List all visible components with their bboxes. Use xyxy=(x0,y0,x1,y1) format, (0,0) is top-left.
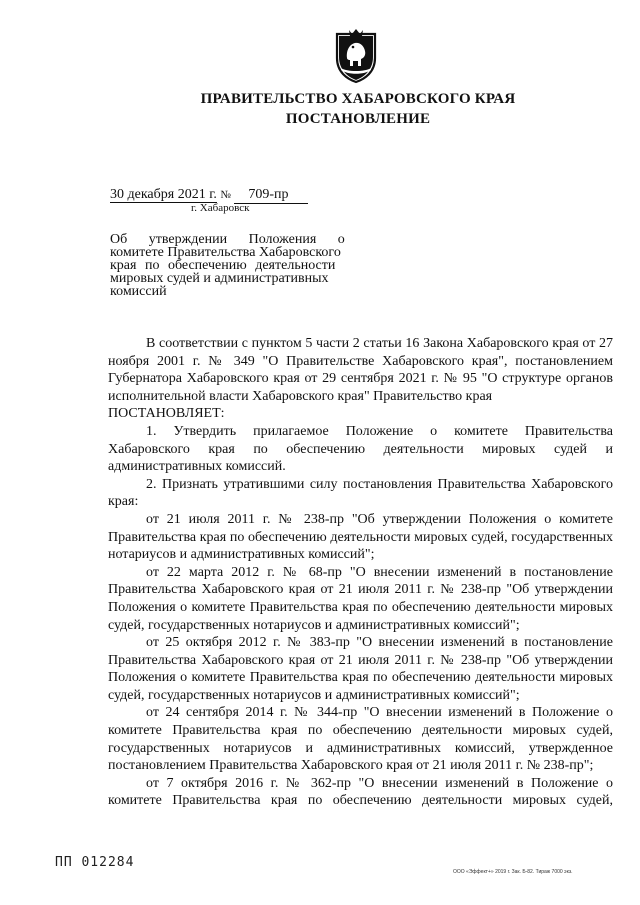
government-title: ПРАВИТЕЛЬСТВО ХАБАРОВСКОГО КРАЯ xyxy=(200,91,516,107)
subject-line: комитете Правительства Хабаровского xyxy=(110,245,341,260)
subject-line: Об утверждении Положения о xyxy=(110,232,345,247)
document-date: 30 декабря 2021 г. xyxy=(110,187,217,202)
subject-line: комиссий xyxy=(110,284,167,299)
document-subject xyxy=(110,233,348,298)
document-city: г. Хабаровск xyxy=(191,202,250,214)
document-body xyxy=(108,335,613,810)
repealed-item: от 25 октября 2012 г. № 383-пр "О внесении изменений в постановление Правительства Хабаровского края от 21 июля 2011 г. № 238-пр "Об утверждении Положения о комитете Правительства края по обеспечению деятельности мировых судей, государственных нотариусов и административных комиссий"; xyxy=(108,635,613,703)
document-number: 709-пр xyxy=(234,187,308,204)
decree-word: ПОСТАНОВЛЯЕТ: xyxy=(108,406,225,422)
document-type: ПОСТАНОВЛЕНИЕ xyxy=(285,111,431,127)
khabarovsk-coat-of-arms-icon xyxy=(331,28,381,84)
intro-paragraph: В соответствии с пунктом 5 части 2 статьи 16 Закона Хабаровского края от 27 ноября 2001 г. № 349 "О Правительстве Хабаровского края", постановлением Губернатора Хабаровского края от 29 сентября 2021 г. № 95 "О структуре органов исполнительной власти Хабаровского края" Правительство края xyxy=(108,336,613,404)
repealed-item: от 22 марта 2012 г. № 68-пр "О внесении изменений в постановление Правительства Хабаровского края от 21 июля 2011 г. № 238-пр "Об утверждении Положения о комитете Правительства края по обеспечению деятельности мировых судей, государственных нотариусов и административных комиссий"; xyxy=(108,564,613,633)
form-serial-number: ПП 012284 xyxy=(55,855,135,870)
repealed-item-continued: от 7 октября 2016 г. № 362-пр "О внесении изменений в Положение о комитете Правительства края по обеспечению деятельности мировых судей, xyxy=(108,775,613,809)
subject-line: края по обеспечению деятельности xyxy=(110,258,336,273)
printer-imprint: ООО «Эффект+» 2019 г. Зак. Б-82. Тираж 7000 экз. xyxy=(453,869,573,875)
paragraph-1: 1. Утвердить прилагаемое Положение о комитете Правительства Хабаровского края по обеспечению деятельности мировых судей и административных комиссий. xyxy=(108,423,613,475)
repealed-item: от 21 июля 2011 г. № 238-пр "Об утверждении Положения о комитете Правительства края по обеспечению деятельности мировых судей, государственных нотариусов и административных комиссий"; xyxy=(108,511,613,563)
repealed-item: от 24 сентября 2014 г. № 344-пр "О внесении изменений в Положение о комитете Правительства края по обеспечению деятельности мировых судей, государственных нотариусов и административных комиссий, утвержденное постановлением Правительства Хабаровского края от 21 июля 2011 г. № 238-пр"; xyxy=(108,705,613,774)
paragraph-2: 2. Признать утратившими силу постановления Правительства Хабаровского края: xyxy=(108,476,613,510)
subject-line: мировых судей и административных xyxy=(110,271,329,286)
number-sign: № xyxy=(220,189,231,201)
